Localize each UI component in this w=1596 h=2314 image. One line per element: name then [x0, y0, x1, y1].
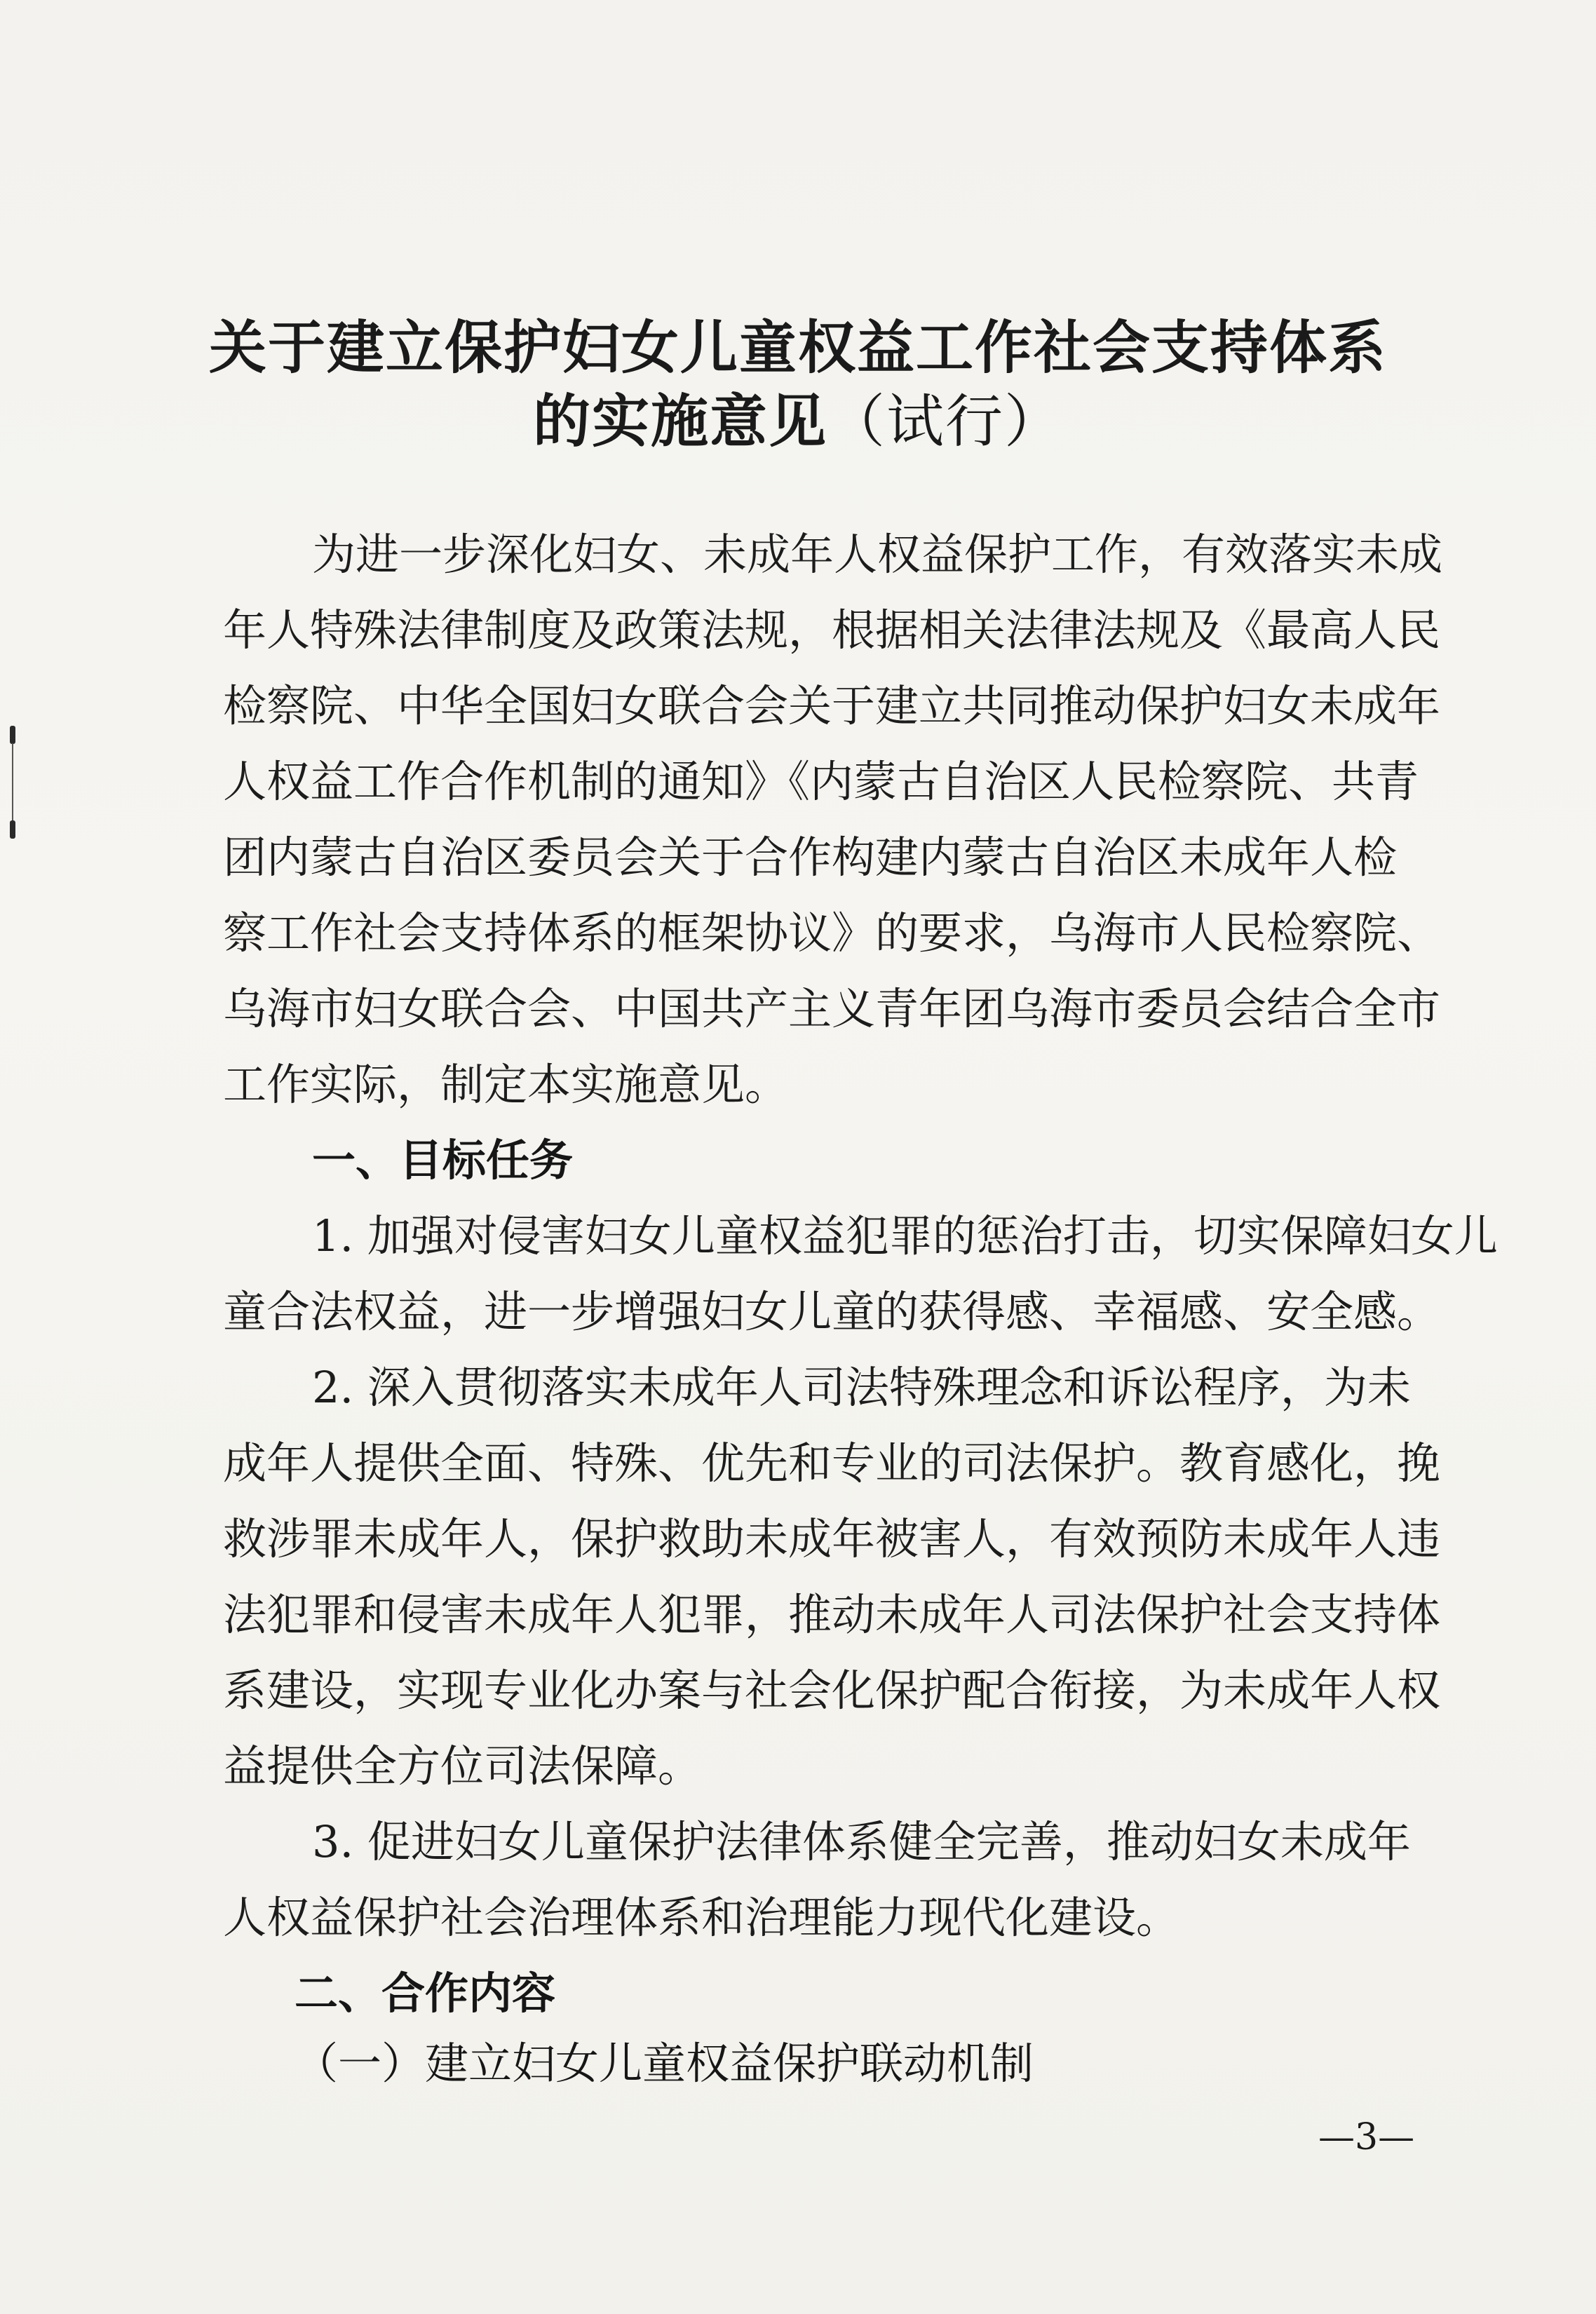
section2-heading: 二、合作内容 — [295, 1968, 556, 2019]
section1-item2-line: 法犯罪和侵害未成年人犯罪，推动未成年人司法保护社会支持体 — [223, 1589, 1441, 1640]
binding-line — [12, 743, 13, 820]
section1-item1-line: 1. 加强对侵害妇女儿童权益犯罪的惩治打击，切实保障妇女儿 — [312, 1210, 1498, 1261]
document-title-line1: 关于建立保护妇女儿童权益工作社会支持体系 — [208, 314, 1387, 381]
preamble-line: 人权益工作合作机制的通知》《内蒙古自治区人民检察院、共青 — [223, 756, 1419, 807]
document-title-line2 — [140, 388, 1456, 455]
preamble-line: 为进一步深化妇女、未成年人权益保护工作，有效落实未成 — [312, 529, 1443, 580]
section2-subheading: （一）建立妇女儿童权益保护联动机制 — [295, 2038, 1034, 2089]
preamble-line: 检察院、中华全国妇女联合会关于建立共同推动保护妇女未成年 — [223, 680, 1441, 731]
section1-heading: 一、目标任务 — [312, 1135, 574, 1186]
preamble-line: 察工作社会支持体系的框架协议》的要求，乌海市人民检察院、 — [223, 907, 1441, 959]
section1-item1-line: 童合法权益，进一步增强妇女儿童的获得感、幸福感、安全感。 — [223, 1286, 1441, 1337]
section1-item2-line: 2. 深入贯彻落实未成年人司法特殊理念和诉讼程序，为未 — [312, 1362, 1411, 1413]
preamble-line: 乌海市妇女联合会、中国共产主义青年团乌海市委员会结合全市 — [223, 983, 1441, 1034]
section1-item2-line: 系建设，实现专业化办案与社会化保护配合衔接，为未成年人权 — [223, 1665, 1441, 1716]
section1-item2-line: 成年人提供全面、特殊、优先和专业的司法保护。教育感化，挽 — [223, 1437, 1441, 1489]
binding-mark-bottom — [10, 820, 15, 839]
section1-item3-line: 3. 促进妇女儿童保护法律体系健全完善，推动妇女未成年 — [312, 1816, 1411, 1867]
section1-item2-line: 救涉罪未成年人，保护救助未成年被害人，有效预防未成年人违 — [223, 1513, 1441, 1564]
preamble-line: 团内蒙古自治区委员会关于合作构建内蒙古自治区未成年人检 — [223, 832, 1398, 883]
binding-mark-top — [10, 726, 15, 744]
preamble-line: 年人特殊法律制度及政策法规，根据相关法律法规及《最高人民 — [223, 604, 1441, 656]
section1-item3-line: 人权益保护社会治理体系和治理能力现代化建设。 — [223, 1892, 1180, 1943]
section1-item2-line: 益提供全方位司法保障。 — [223, 1740, 702, 1792]
document-title-main: 的实施意见 — [532, 388, 827, 455]
page-number: —3— — [1318, 2116, 1415, 2158]
preamble-line: 工作实际，制定本实施意见。 — [223, 1059, 789, 1110]
document-title-suffix: （试行） — [827, 388, 1064, 455]
